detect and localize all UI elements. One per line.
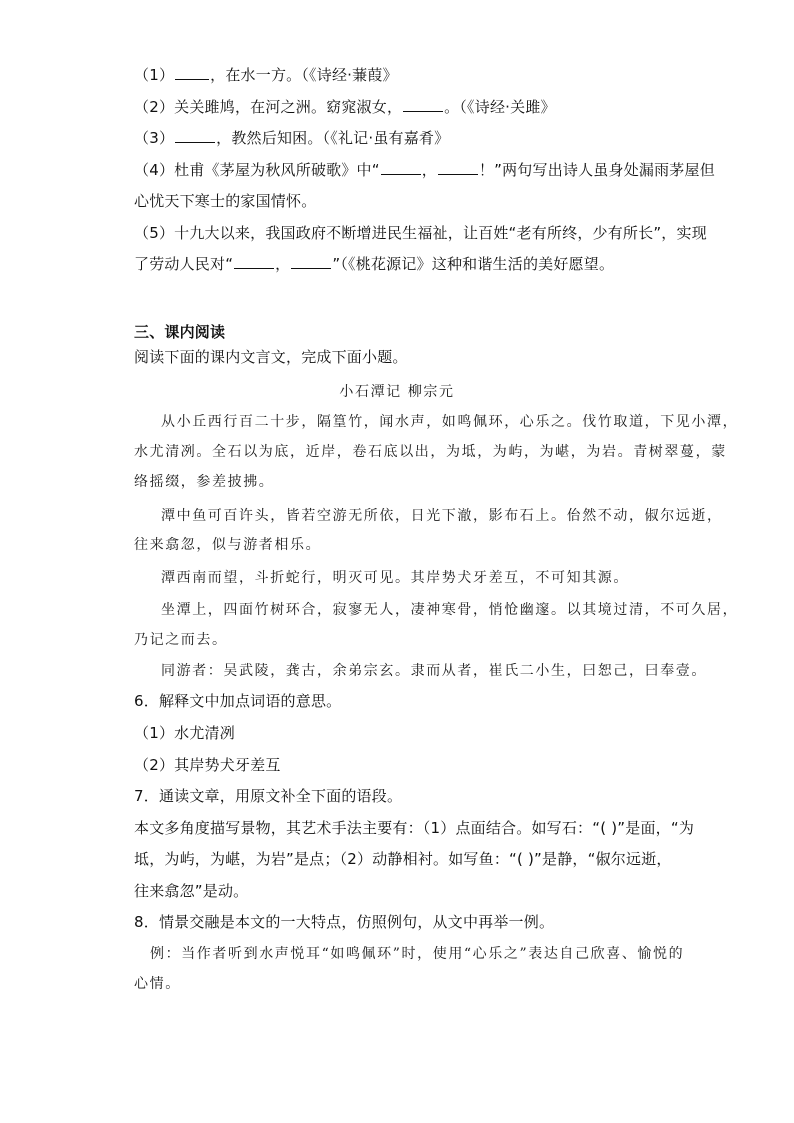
answer-blank[interactable] bbox=[381, 159, 421, 175]
answer-blank[interactable] bbox=[175, 64, 209, 80]
answer-blank[interactable] bbox=[234, 253, 274, 269]
q4-separator: ， bbox=[421, 161, 437, 179]
question-line-4a bbox=[134, 159, 715, 181]
answer-blank[interactable] bbox=[175, 127, 215, 143]
answer-blank[interactable] bbox=[438, 159, 478, 175]
question-line-5b bbox=[134, 253, 614, 275]
question-6-item: （2）其岸势犬牙差互 bbox=[134, 756, 281, 774]
q5-text: （5）十九大以来，我国政府不断增进民生福祉，让百姓“老有所终，少有所长”，实现 bbox=[134, 224, 707, 242]
passage-line: 水尤清冽。全石以为底，近岸，卷石底以出，为坻，为屿，为嵁，为岩。青树翠蔓，蒙 bbox=[134, 444, 727, 460]
q4-continuation: 心忧天下寒士的家国情怀。 bbox=[134, 192, 317, 210]
question-8-stem: 8．情景交融是本文的一大特点，仿照例句，从文中再举一例。 bbox=[134, 913, 555, 931]
question-8-example: 心情。 bbox=[134, 976, 181, 992]
question-line-5a bbox=[134, 222, 707, 244]
q3-prefix: （3） bbox=[134, 129, 175, 147]
q1-prefix: （1） bbox=[134, 66, 175, 84]
question-line-3 bbox=[134, 127, 449, 149]
q1-text: ，在水一方。（《诗经·蒹葭》 bbox=[210, 66, 398, 84]
q5-prefix: 了劳动人民对“ bbox=[134, 255, 234, 273]
passage-line: 络摇缀，参差披拂。 bbox=[134, 474, 275, 490]
passage-line: 潭中鱼可百许头，皆若空游无所依，日光下澈，影布石上。佁然不动，俶尔远逝， bbox=[161, 508, 723, 524]
passage-line: 往来翕忽，似与游者相乐。 bbox=[134, 537, 322, 553]
question-6-stem: 6．解释文中加点词语的意思。 bbox=[134, 692, 342, 710]
answer-blank[interactable] bbox=[291, 253, 331, 269]
section-heading: 三、课内阅读 bbox=[134, 323, 226, 341]
answer-blank[interactable] bbox=[403, 96, 443, 112]
q5-suffix: ”（《桃花源记》这种和谐生活的美好愿望。 bbox=[332, 255, 615, 273]
question-line-2 bbox=[134, 96, 556, 118]
question-7-stem: 7．通读文章，用原文补全下面的语段。 bbox=[134, 787, 403, 805]
passage-line: 同游者：吴武陵，龚古，余弟宗玄。隶而从者，崔氏二小生，曰恕己，曰奉壹。 bbox=[161, 663, 707, 679]
q2-prefix: （2）关关雎鸠，在河之洲。窈窕淑女， bbox=[134, 98, 403, 116]
q4-suffix: ！”两句写出诗人虽身处漏雨茅屋但 bbox=[478, 161, 715, 179]
question-7-line: 往来翕忽”是动。 bbox=[134, 882, 249, 900]
passage-line: 乃记之而去。 bbox=[134, 632, 228, 648]
q5-separator: ， bbox=[275, 255, 291, 273]
question-8-example: 例：当作者听到水声悦耳“如鸣佩环”时，使用“心乐之”表达自己欣喜、愉悦的 bbox=[150, 946, 685, 962]
passage-line: 坐潭上，四面竹树环合，寂寥无人，凄神寒骨，悄怆幽邃。以其境过清，不可久居， bbox=[161, 602, 739, 618]
question-7-line: 坻，为屿，为嵁，为岩”是点；（2）动静相衬。如写鱼：“( )”是静，“俶尔远逝， bbox=[134, 850, 672, 868]
q4-prefix: （4）杜甫《茅屋为秋风所破歌》中“ bbox=[134, 161, 380, 179]
question-line-1 bbox=[134, 64, 398, 86]
passage-line: 潭西南而望，斗折蛇行，明灭可见。其岸势犬牙差互，不可知其源。 bbox=[161, 570, 629, 586]
passage-line: 从小丘西行百二十步，隔篁竹，闻水声，如鸣佩环，心乐之。伐竹取道，下见小潭， bbox=[161, 414, 739, 430]
q2-text: 。（《诗经·关雎》 bbox=[444, 98, 556, 116]
question-6-item: （1）水尤清冽 bbox=[134, 724, 235, 742]
q3-text: ，教然后知困。（《礼记·虽有嘉肴》 bbox=[216, 129, 450, 147]
question-line-4b bbox=[134, 190, 316, 212]
question-7-line: 本文多角度描写景物，其艺术手法主要有：（1）点面结合。如写石：“( )”是面，“为 bbox=[134, 819, 695, 837]
section-instruction: 阅读下面的课内文言文，完成下面小题。 bbox=[134, 348, 408, 366]
passage-title: 小石潭记 柳宗元 bbox=[339, 384, 455, 400]
